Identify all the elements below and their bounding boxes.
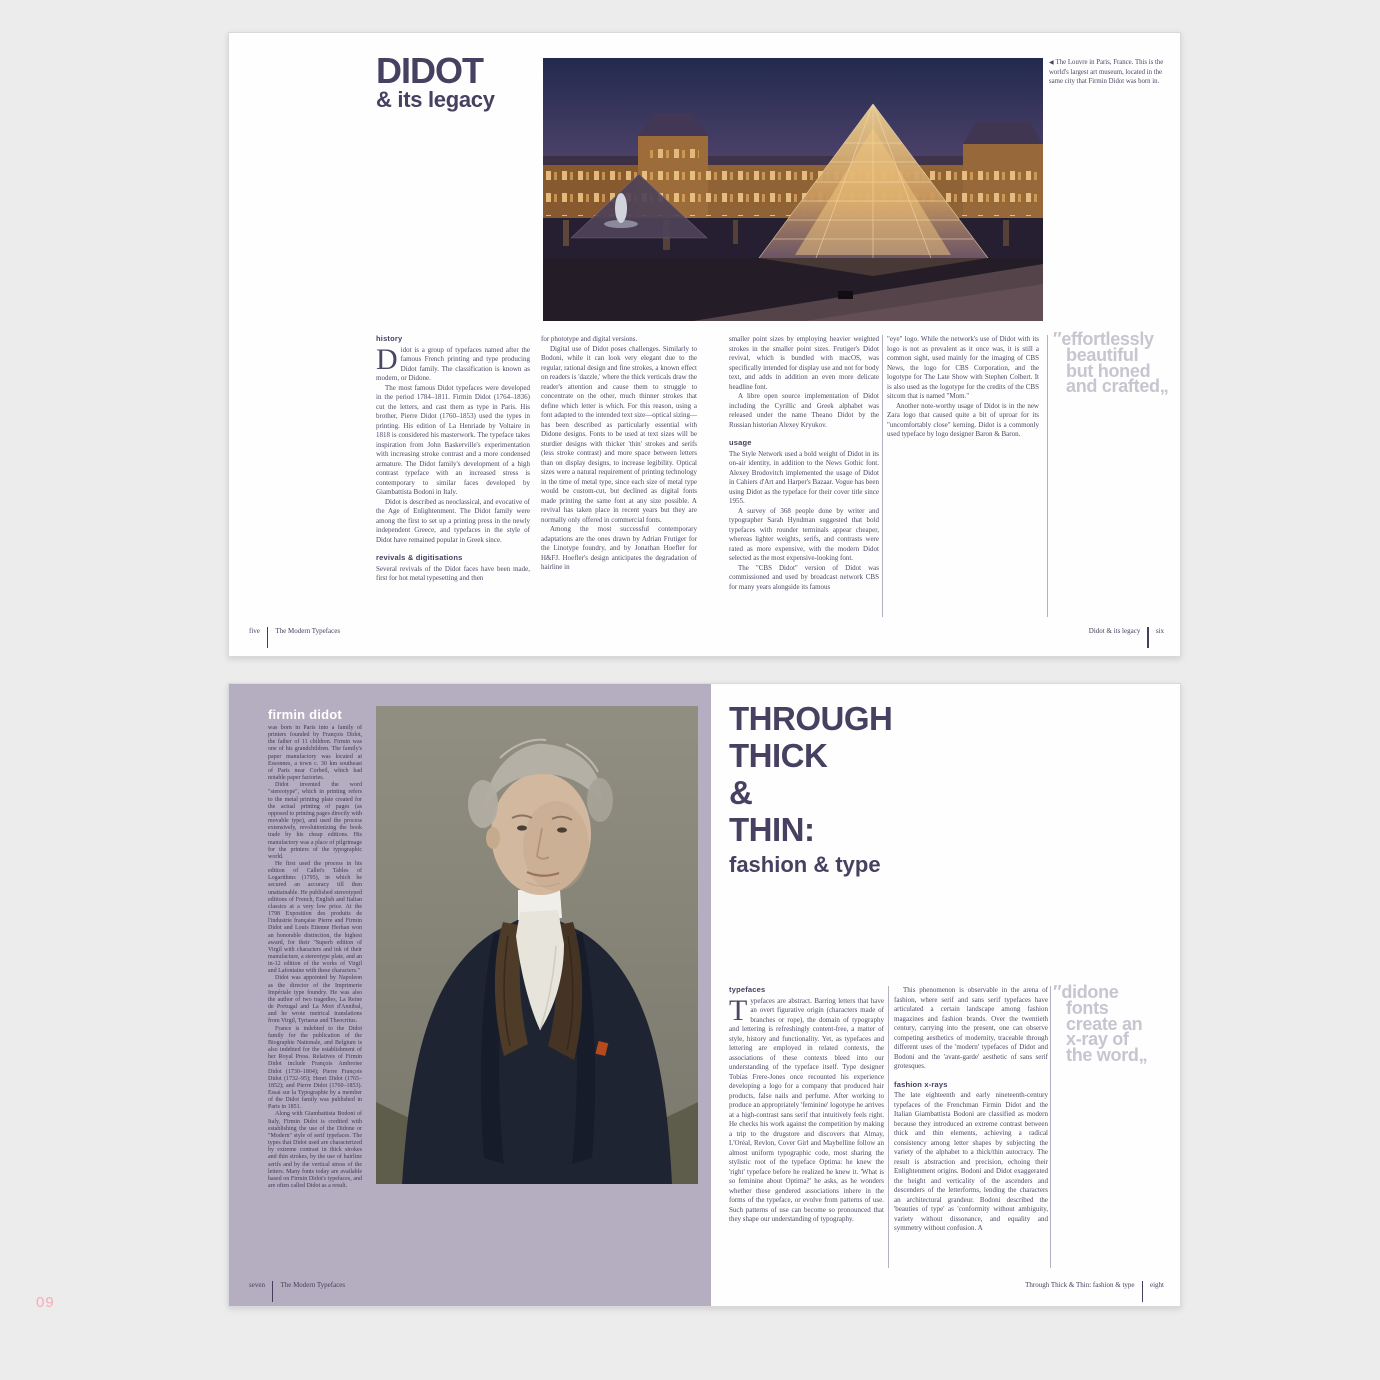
- footer-right: [1089, 627, 1164, 648]
- paragraph: A survey of 368 people done by writer and typographer Sarah Hyndman suggested that bold typefaces with rounder terminals appear cheaper, whereas lighter weights, serifs, and contrasts were rated as more expensive, with the modern Didot selected as the most expensive-looking font.: [729, 506, 879, 562]
- paragraph: Typefaces are abstract. Barring letters that have an overt figurative origin (characters made of branches or rope), the domain of typography and lettering is refreshingly content-free, a matter of style, history and functionality. Yet, as typefaces and lettering are employed in related contexts, the associations of these contexts bleed into our understanding of the typeface itself. Type designer Tobias Frere-Jones once recounted his experience developing a logo for a company that produced hair products, false nails and perfume. After working to produce an appropriately 'feminine' logotype he arrives at a high-contrast sans serif that intuitively feels right. He checks his work against the competition by making a trip to the drugstore and discovers that Almay, L'Oréal, Revlon, Cover Girl and Maybelline follow an almost uniform typographic code, most sharing the stylistic root of the typeface Optima: he knew the 'right' typeface before he realized he knew it. 'What is so feminine about Optima?' he asks, as he wonders whether these gendered associations inhere in the forms of the typeface, or evolve from patterns of use. Such patterns of use can become so pronounced that they shape our understanding of typography.: [729, 993, 884, 1223]
- dropcap-t: T: [729, 993, 748, 1027]
- firmin-didot-sidebar: [268, 708, 362, 1260]
- paragraph: was born in Paris into a family of printers founded by François Didot, the father of 11 children. Firmin was one of his grandchildren. The family's paper manufactory was located at Essonnes, a town c. 30 km southeast of Paris near Corbeil, which had notable paper factories.: [268, 725, 362, 782]
- sidebar-heading: firmin didot: [268, 708, 342, 722]
- title-didot: DIDOT: [376, 50, 483, 91]
- footer-left: [249, 627, 340, 648]
- column-rule: [1050, 986, 1051, 1268]
- firmin-didot-portrait: [376, 706, 698, 1184]
- paragraph: He first used the process in his edition of Callet's Tables of Logarithms (1795), in which he secured an accuracy till then unattainable. He published stereotyped editions of French, English and Italian classics at a very low price. At the 1798 Exposition des produits de l'industrie française Pierre and Firmin Didot and Louis Etienne Herhan won an honorable distinction, the highest award, for their "Superb edition of Virgil with characters and ink of their manufacture, a stereotype plate, and an in-12 edition of the works of Virgil and Lafontaine with these characters.": [268, 860, 362, 975]
- column-fashion: [894, 986, 1048, 1274]
- paragraph: for phototype and digital versions.: [541, 335, 638, 343]
- footer-book-title: The Modern Typefaces: [280, 1281, 346, 1289]
- footer-page-number: five: [249, 627, 260, 635]
- column-rule: [882, 335, 883, 617]
- column-digital: [541, 335, 697, 623]
- paragraph: A libre open source implementation of Didot including the Cyrillic and Greek alphabet was released under the name Theano Didot by the Russian historian Alexey Kryukov.: [729, 392, 879, 429]
- paragraph: The late eighteenth and early nineteenth-century typefaces of the Frenchman Firmin Didot and the Italian Giambattista Bodoni are classified as modern because they introduced an extreme contrast between thick and thin elements, achieving a radical consistency among letter shapes by subjecting the variety of the alphabet to a thick/thin autocracy. The result is abstraction and precision, echoing their Enlightenment origins. Bodoni and Didot exaggerated the height and verticality of the ascenders and descenders of the letterforms, lending the characters an architectural grandeur. Bodoni described the 'beauties of type' as 'conformity without ambiguity, variety without dissonance, and equality and symmetry without confusion. A: [894, 1091, 1048, 1232]
- column-rule: [1047, 335, 1048, 617]
- footer-divider: [1147, 627, 1149, 648]
- louvre-photo-art: [543, 58, 1043, 321]
- paragraph: Among the most successful contemporary adaptations are the ones drawn by Adrian Frutiger for the Linotype foundry, and by Jonathan Hoefler for H&FJ. Hoefler's design anticipates the degradation of hairline in: [541, 525, 697, 571]
- section-heading-fashion-xrays: fashion x-rays: [894, 1079, 948, 1089]
- footer-divider: [267, 627, 269, 648]
- page-through-thick-thin: [228, 683, 1181, 1307]
- portrait-art: [376, 706, 698, 1184]
- page-didot-legacy: [228, 32, 1181, 657]
- title-line-amp: &: [729, 774, 753, 811]
- footer-right: [1025, 1281, 1164, 1302]
- title-subtitle: fashion & type: [729, 852, 881, 877]
- dropcap-d: D: [376, 342, 398, 376]
- footer-page-number: eight: [1150, 1281, 1164, 1289]
- paragraph: Digital use of Didot poses challenges. Similarly to Bodoni, while it can look very elegant due to the regular, rational design and fine strokes, a known effect on readers is 'dazzle,' where the thick verticals draw the reader's attention and cause them to struggle to concentrate on the other, much thinner strokes that define which letter is which. For this reason, using a font adapted to the intended text size—optical sizing—has been described as particularly essential with Didone designs. Fonts to be used at text sizes will be sturdier designs with thicker 'thin' strokes and serifs (less stroke contrast) and more space between letters than on display designs, to increase legibility. Optical sizes were a natural requirement of printing technology in the time of metal type, since each size of metal type would be custom-cut, but declined as digital fonts made printing the same font at any size possible. A revival has taken place in recent years but they are normally only offered in commercial fonts.: [541, 344, 697, 524]
- paragraph: France is indebted to the Didot family for the publication of the Biographie Nationale, and Belgium is also indebted for the establishment of her Royal Press. Relatives of Firmin Didot include François Ambroise Didot (1730–1804); Pierre François Didot (1732–95); Henri Didot (1765–1852); and Pierre Didot (1760–1853). Essai sur la Typographie by a member of the Didot family was published in Paris in 1851.: [268, 1025, 362, 1111]
- paragraph: Didot was appointed by Napoleon as the director of the Imprimerie Impériale type foundry. He was also the author of two tragedies, La Reine de Portugal and La Mort d'Annibal, and he wrote metrical translations from Virgil, Tyrtaeus and Theocritus.: [268, 975, 362, 1025]
- column-history: [376, 335, 530, 623]
- paragraph: Didot invented the word "stereotype", which in printing refers to the metal printing plate created for the actual printing of pages (as opposed to printing pages directly with movable type), and used the process extensively, revolutionizing the book trade by his cheap editions. His manufactory was a place of pilgrimage for the printers of the typographic world.: [268, 782, 362, 860]
- footer-book-title: The Modern Typefaces: [275, 627, 341, 635]
- pull-quote-effortlessly: ″effortlessly beautiful but honed and crafted„: [1053, 329, 1169, 397]
- column-rule: [888, 986, 889, 1268]
- section-heading-history: history: [376, 335, 403, 343]
- photo-caption: [1049, 58, 1169, 87]
- pdf-page-number: 09: [36, 1294, 55, 1311]
- paragraph: The "CBS Didot" version of Didot was commissioned and used by broadcast network CBS for many years alongside its famous: [729, 563, 879, 591]
- section-heading-typefaces: typefaces: [729, 986, 766, 994]
- paragraph: Didot is a group of typefaces named after the famous French printing and type producing Didot family. The classification is known as modern, or Didone.: [376, 342, 530, 382]
- paragraph: Several revivals of the Didot faces have been made, first for hot metal typesetting and then: [376, 564, 530, 582]
- pull-quote-didone: ″didone fonts create an x-ray of the word„: [1053, 982, 1148, 1066]
- footer-page-number: six: [1155, 627, 1164, 635]
- title-line-through: THROUGH: [729, 700, 893, 737]
- page-title: [376, 50, 495, 112]
- footer-chapter-title: Through Thick & Thin: fashion & type: [1025, 1281, 1135, 1289]
- footer-chapter-title: Didot & its legacy: [1088, 627, 1141, 635]
- paragraph: This phenomenon is observable in the arena of fashion, where serif and sans serif typefaces have articulated a certain landscape among fashion magazines and fashion brands. Over the twentieth century, carrying into the present, one can observe competing aesthetics of modernity, traceable through different uses of the 'modern' typefaces of Didot and Bodoni and the 'avant-garde' aesthetic of sans serif grotesques.: [894, 986, 1048, 1070]
- title-line-thick: THICK: [729, 737, 828, 774]
- section-heading-usage: usage: [729, 438, 752, 447]
- paragraph: smaller point sizes by employing heavier weighted strokes in the smaller point sizes. Frutiger's Didot revival, which is bundled with macOS, was specifically intended for display use and not for body text, and adds in addition an even more delicate headline font.: [729, 335, 879, 391]
- column-usage: [729, 335, 879, 623]
- caption-arrow-icon: ◀: [1049, 59, 1054, 66]
- caption-text: The Louvre in Paris, France. This is the world's largest art museum, located in the same city that Firmin Didot was born in.: [1049, 59, 1164, 86]
- title-its-legacy: & its legacy: [376, 87, 495, 112]
- section-heading-revivals: revivals & digitisations: [376, 553, 463, 562]
- title-line-thin: THIN:: [729, 811, 815, 848]
- footer-page-number: seven: [249, 1281, 265, 1289]
- louvre-photo: [543, 58, 1043, 321]
- footer-left: [249, 1281, 345, 1302]
- column-cbs: [887, 335, 1039, 623]
- column-typefaces: [729, 986, 884, 1274]
- footer-divider: [272, 1281, 274, 1302]
- footer-divider: [1142, 1281, 1144, 1302]
- paragraph: Along with Giambattista Bodoni of Italy, Firmin Didot is credited with establishing the use of the Didone or "Modern" style of serif typefaces. The types that Didot used are characterized by extreme contrast in thick strokes and thin strokes, by the use of hairline serifs and by the vertical stress of the letters. Many fonts today are available based on Firmin Didot's typefaces, and are often called Didot as a result.: [268, 1111, 362, 1189]
- paragraph: The Style Network used a bold weight of Didot in its on-air identity, in addition to the News Gothic font. Alexey Brodovitch implemented the usage of Didot in Cahiers d'Art and Harper's Bazaar. Vogue has been using Didot as the typeface for their cover title since 1955.: [729, 449, 879, 505]
- paragraph: Didot is described as neoclassical, and evocative of the Age of Enlightenment. The Didot family were among the first to set up a printing press in the newly independent Greece, and typefaces in the style of Didot have remained popular in Greek since.: [376, 497, 530, 544]
- paragraph: The most famous Didot typefaces were developed in the period 1784–1811. Firmin Didot (1764–1836) cut the letters, and cast them as type in Paris. His brother, Pierre Didot (1760–1853) used the types in printing. His edition of La Henriade by Voltaire in 1818 is considered his masterwork. The typeface takes inspiration from John Baskerville's experimentation with increasing stroke contrast and a more condensed armature. The Didot family's development of a high contrast typeface with an increased stress is contemporary to similar faces developed by Giambattista Bodoni in Italy.: [376, 383, 530, 496]
- paragraph: "eye" logo. While the network's use of Didot with its logo is not as prevalent as it once was, it is still a common sight, used mainly for the imaging of CBS News, the logo for CBS Corporation, and the logotype for The Late Show with Stephen Colbert. It is also used as the logotype for the credits of the CBS sitcom that is named "Mom.": [887, 335, 1039, 400]
- page-title: [729, 700, 892, 877]
- paragraph: Another note-worthy usage of Didot is in the new Zara logo that caused quite a bit of uproar for its "uncomfortably close" kerning. Didot is a commonly used typeface by logo designer Baron & Baron.: [887, 401, 1039, 438]
